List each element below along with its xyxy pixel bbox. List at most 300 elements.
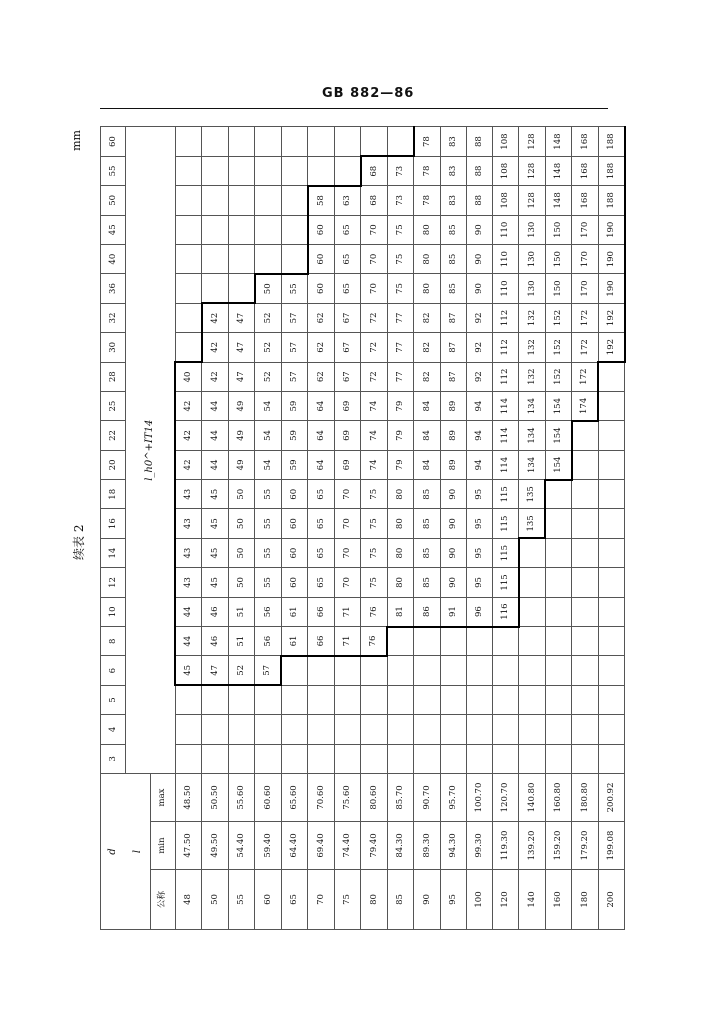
length-value-cell: 54 <box>255 391 282 420</box>
length-value-cell: 72 <box>361 303 388 332</box>
length-value-cell: 90 <box>466 244 492 273</box>
length-value-cell <box>175 303 202 332</box>
length-value-cell: 72 <box>361 362 388 391</box>
length-value-cell: 83 <box>440 186 466 215</box>
d-value-header: 16 <box>101 509 126 538</box>
length-value-cell: 70 <box>334 509 361 538</box>
length-value-cell: 45 <box>202 480 229 509</box>
length-value-cell: 59 <box>281 391 308 420</box>
length-max-cell: 180.80 <box>572 774 599 822</box>
length-value-cell <box>228 156 255 185</box>
table-row <box>281 127 308 930</box>
length-value-cell <box>440 685 466 714</box>
length-value-cell: 87 <box>440 362 466 391</box>
length-value-cell <box>545 568 572 597</box>
length-value-cell: 150 <box>545 244 572 273</box>
length-value-cell: 80 <box>414 244 441 273</box>
length-max-cell: 65.60 <box>281 774 308 822</box>
length-value-cell: 83 <box>440 127 466 156</box>
length-value-cell: 51 <box>228 597 255 626</box>
length-value-cell <box>255 215 282 244</box>
table-row <box>308 127 335 930</box>
length-value-cell: 88 <box>466 186 492 215</box>
length-value-cell: 46 <box>202 597 229 626</box>
length-value-cell: 65 <box>308 509 335 538</box>
length-value-cell <box>281 685 308 714</box>
length-value-cell <box>334 685 361 714</box>
length-value-cell: 174 <box>572 391 599 420</box>
length-value-cell <box>440 656 466 685</box>
length-value-cell <box>492 656 519 685</box>
d-value-header: 40 <box>101 244 126 273</box>
length-max-cell: 200.92 <box>598 774 625 822</box>
length-value-cell <box>466 715 492 744</box>
length-value-cell <box>255 685 282 714</box>
length-value-cell: 55 <box>281 274 308 303</box>
nominal-length-cell: 55 <box>228 870 255 930</box>
length-value-cell: 94 <box>466 450 492 479</box>
length-value-cell: 132 <box>519 333 546 362</box>
length-max-cell: 75.60 <box>334 774 361 822</box>
length-value-cell: 89 <box>440 450 466 479</box>
length-value-cell: 88 <box>466 127 492 156</box>
length-min-cell: 79.40 <box>361 822 388 870</box>
length-value-cell: 92 <box>466 333 492 362</box>
length-value-cell: 45 <box>202 568 229 597</box>
length-value-cell: 82 <box>414 333 441 362</box>
length-value-cell: 90 <box>466 215 492 244</box>
length-value-cell: 172 <box>572 303 599 332</box>
length-value-cell <box>572 450 599 479</box>
length-value-cell: 49 <box>228 421 255 450</box>
length-min-cell: 94.30 <box>440 822 466 870</box>
length-value-cell: 90 <box>440 509 466 538</box>
length-value-cell <box>466 656 492 685</box>
length-value-cell: 42 <box>175 391 202 420</box>
length-value-cell <box>545 597 572 626</box>
d-value-header: 45 <box>101 215 126 244</box>
length-value-cell: 135 <box>519 509 546 538</box>
length-value-cell <box>281 656 308 685</box>
length-value-cell: 150 <box>545 215 572 244</box>
length-max-cell: 60.60 <box>255 774 282 822</box>
length-value-cell: 77 <box>387 333 414 362</box>
length-value-cell: 168 <box>572 127 599 156</box>
length-value-cell <box>598 362 625 391</box>
length-value-cell: 65 <box>308 480 335 509</box>
length-value-cell <box>519 744 546 773</box>
length-value-cell: 73 <box>387 156 414 185</box>
length-value-cell: 168 <box>572 186 599 215</box>
length-value-cell: 84 <box>414 450 441 479</box>
d-value-header: 50 <box>101 186 126 215</box>
length-min-cell: 69.40 <box>308 822 335 870</box>
length-value-cell: 89 <box>440 391 466 420</box>
length-value-cell: 92 <box>466 303 492 332</box>
length-value-cell: 80 <box>414 274 441 303</box>
length-value-cell: 132 <box>519 303 546 332</box>
d-value-header: 14 <box>101 538 126 567</box>
length-value-cell: 148 <box>545 186 572 215</box>
length-value-cell <box>255 244 282 273</box>
length-value-cell <box>202 685 229 714</box>
length-value-cell <box>281 215 308 244</box>
length-value-cell: 68 <box>361 186 388 215</box>
standard-code: GB 882—86 <box>322 86 415 101</box>
length-value-cell <box>572 509 599 538</box>
table-row <box>202 127 229 930</box>
d-value-header: 6 <box>101 656 126 685</box>
length-value-cell: 76 <box>361 627 388 656</box>
length-value-cell: 112 <box>492 362 519 391</box>
length-value-cell: 85 <box>414 509 441 538</box>
table-row <box>255 127 282 930</box>
table-row <box>175 127 202 930</box>
length-max-cell: 50.50 <box>202 774 229 822</box>
length-max-cell: 100.70 <box>466 774 492 822</box>
length-value-cell <box>255 715 282 744</box>
length-value-cell: 73 <box>387 186 414 215</box>
length-value-cell: 170 <box>572 215 599 244</box>
length-value-cell: 108 <box>492 186 519 215</box>
length-value-cell: 90 <box>440 480 466 509</box>
d-header: d <box>101 774 126 930</box>
length-value-cell <box>572 480 599 509</box>
nominal-header: 公称 <box>150 870 175 930</box>
length-value-cell: 49 <box>228 450 255 479</box>
length-value-cell: 154 <box>545 450 572 479</box>
length-value-cell: 85 <box>414 568 441 597</box>
length-value-cell <box>308 685 335 714</box>
length-value-cell: 75 <box>387 274 414 303</box>
length-value-cell: 56 <box>255 627 282 656</box>
length-value-cell <box>545 509 572 538</box>
length-value-cell: 80 <box>387 509 414 538</box>
length-value-cell <box>572 656 599 685</box>
length-value-cell: 71 <box>334 597 361 626</box>
length-value-cell: 54 <box>255 450 282 479</box>
nominal-length-cell: 140 <box>519 870 546 930</box>
length-value-cell <box>202 715 229 744</box>
length-value-cell: 188 <box>598 127 625 156</box>
length-value-cell: 60 <box>281 480 308 509</box>
nominal-length-cell: 90 <box>414 870 441 930</box>
length-value-cell: 86 <box>414 597 441 626</box>
length-value-cell <box>202 274 229 303</box>
length-value-cell <box>281 156 308 185</box>
length-value-cell <box>281 127 308 156</box>
length-value-cell: 67 <box>334 362 361 391</box>
length-value-cell <box>598 656 625 685</box>
length-value-cell <box>228 744 255 773</box>
table-row <box>572 127 599 930</box>
length-value-cell: 40 <box>175 362 202 391</box>
length-value-cell: 43 <box>175 480 202 509</box>
length-value-cell: 108 <box>492 156 519 185</box>
nominal-length-cell: 180 <box>572 870 599 930</box>
length-value-cell <box>361 715 388 744</box>
length-value-cell: 65 <box>334 215 361 244</box>
length-value-cell <box>228 685 255 714</box>
length-value-cell: 130 <box>519 274 546 303</box>
length-value-cell: 65 <box>334 274 361 303</box>
length-value-cell: 70 <box>334 538 361 567</box>
length-value-cell <box>175 685 202 714</box>
length-value-cell <box>492 715 519 744</box>
d-value-header: 10 <box>101 597 126 626</box>
length-value-cell: 55 <box>255 538 282 567</box>
length-value-cell: 95 <box>466 538 492 567</box>
nominal-length-cell: 70 <box>308 870 335 930</box>
length-value-cell <box>281 244 308 273</box>
table-row <box>440 127 466 930</box>
table-row <box>228 127 255 930</box>
length-value-cell: 110 <box>492 274 519 303</box>
length-value-cell <box>361 744 388 773</box>
length-value-cell: 42 <box>202 333 229 362</box>
length-value-cell <box>440 627 466 656</box>
length-value-cell: 66 <box>308 627 335 656</box>
length-value-cell: 74 <box>361 421 388 450</box>
length-value-cell <box>202 156 229 185</box>
length-value-cell: 69 <box>334 391 361 420</box>
length-value-cell: 54 <box>255 421 282 450</box>
length-max-cell: 70.60 <box>308 774 335 822</box>
length-value-cell <box>492 627 519 656</box>
rotated-table-container <box>70 130 616 930</box>
d-value-header: 4 <box>101 715 126 744</box>
length-min-cell: 49.50 <box>202 822 229 870</box>
d-value-header: 55 <box>101 156 126 185</box>
length-value-cell: 47 <box>202 656 229 685</box>
length-value-cell <box>175 215 202 244</box>
length-value-cell <box>598 744 625 773</box>
length-value-cell <box>572 597 599 626</box>
length-value-cell: 79 <box>387 391 414 420</box>
length-value-cell: 85 <box>414 538 441 567</box>
length-value-cell: 134 <box>519 450 546 479</box>
nominal-length-cell: 95 <box>440 870 466 930</box>
length-value-cell: 75 <box>387 215 414 244</box>
length-value-cell: 82 <box>414 303 441 332</box>
length-value-cell: 154 <box>545 421 572 450</box>
length-value-cell <box>175 127 202 156</box>
length-value-cell: 154 <box>545 391 572 420</box>
length-value-cell: 130 <box>519 215 546 244</box>
length-value-cell <box>545 685 572 714</box>
length-value-cell: 190 <box>598 215 625 244</box>
length-value-cell: 52 <box>228 656 255 685</box>
length-value-cell: 94 <box>466 421 492 450</box>
length-value-cell: 66 <box>308 597 335 626</box>
length-value-cell: 60 <box>281 568 308 597</box>
length-value-cell: 50 <box>228 538 255 567</box>
length-value-cell: 70 <box>334 480 361 509</box>
length-value-cell <box>492 685 519 714</box>
length-min-cell: 59.40 <box>255 822 282 870</box>
length-value-cell <box>598 450 625 479</box>
length-value-cell <box>440 744 466 773</box>
length-value-cell: 52 <box>255 303 282 332</box>
d-value-header: 36 <box>101 274 126 303</box>
nominal-length-cell: 60 <box>255 870 282 930</box>
length-value-cell: 91 <box>440 597 466 626</box>
length-max-cell: 160.80 <box>545 774 572 822</box>
d-value-header: 60 <box>101 127 126 156</box>
length-value-cell: 90 <box>440 538 466 567</box>
length-value-cell: 75 <box>387 244 414 273</box>
length-value-cell: 78 <box>414 186 441 215</box>
d-value-header: 22 <box>101 421 126 450</box>
length-value-cell: 60 <box>308 274 335 303</box>
length-value-cell: 45 <box>202 538 229 567</box>
length-value-cell <box>228 274 255 303</box>
length-value-cell: 92 <box>466 362 492 391</box>
length-value-cell: 128 <box>519 156 546 185</box>
length-value-cell <box>414 656 441 685</box>
length-value-cell: 55 <box>255 480 282 509</box>
length-value-cell: 130 <box>519 244 546 273</box>
length-value-cell: 43 <box>175 568 202 597</box>
length-min-cell: 139.20 <box>519 822 546 870</box>
length-value-cell <box>202 215 229 244</box>
length-value-cell: 80 <box>414 215 441 244</box>
length-max-cell: 95.70 <box>440 774 466 822</box>
d-value-header: 20 <box>101 450 126 479</box>
length-value-cell <box>387 715 414 744</box>
min-header: min <box>150 822 175 870</box>
nominal-length-cell: 50 <box>202 870 229 930</box>
max-header: max <box>150 774 175 822</box>
length-max-cell: 55.60 <box>228 774 255 822</box>
length-value-cell <box>228 186 255 215</box>
nominal-length-cell: 100 <box>466 870 492 930</box>
length-value-cell <box>572 421 599 450</box>
length-value-cell <box>598 421 625 450</box>
length-value-cell: 42 <box>202 362 229 391</box>
length-value-cell <box>598 568 625 597</box>
length-value-cell: 83 <box>440 156 466 185</box>
length-value-cell: 70 <box>334 568 361 597</box>
length-value-cell: 190 <box>598 244 625 273</box>
length-value-cell: 64 <box>308 450 335 479</box>
length-value-cell: 115 <box>492 568 519 597</box>
length-value-cell: 64 <box>308 391 335 420</box>
length-value-cell: 55 <box>255 509 282 538</box>
length-value-cell: 96 <box>466 597 492 626</box>
length-value-cell: 61 <box>281 627 308 656</box>
length-value-cell: 192 <box>598 303 625 332</box>
length-value-cell: 74 <box>361 391 388 420</box>
length-value-cell <box>598 480 625 509</box>
length-value-cell: 188 <box>598 186 625 215</box>
length-value-cell <box>387 127 414 156</box>
length-value-cell: 110 <box>492 215 519 244</box>
length-value-cell: 45 <box>175 656 202 685</box>
length-value-cell <box>308 127 335 156</box>
length-value-cell: 51 <box>228 627 255 656</box>
length-value-cell: 79 <box>387 450 414 479</box>
length-value-cell: 44 <box>202 450 229 479</box>
length-value-cell <box>598 509 625 538</box>
length-value-cell: 78 <box>414 156 441 185</box>
length-value-cell: 67 <box>334 333 361 362</box>
length-value-cell: 85 <box>440 274 466 303</box>
length-value-cell: 61 <box>281 597 308 626</box>
length-min-cell: 199.08 <box>598 822 625 870</box>
length-value-cell <box>387 744 414 773</box>
length-value-cell: 188 <box>598 156 625 185</box>
length-min-cell: 119.30 <box>492 822 519 870</box>
length-value-cell: 47 <box>228 333 255 362</box>
length-value-cell: 87 <box>440 333 466 362</box>
length-value-cell: 57 <box>281 362 308 391</box>
d-value-header: 5 <box>101 685 126 714</box>
length-value-cell: 45 <box>202 509 229 538</box>
length-value-cell: 75 <box>361 480 388 509</box>
length-value-cell: 170 <box>572 244 599 273</box>
d-value-header: 25 <box>101 391 126 420</box>
length-value-cell: 152 <box>545 303 572 332</box>
length-value-cell <box>361 656 388 685</box>
d-value-header: 18 <box>101 480 126 509</box>
length-value-cell <box>545 627 572 656</box>
length-value-cell <box>361 127 388 156</box>
length-value-cell: 65 <box>308 568 335 597</box>
length-value-cell: 65 <box>308 538 335 567</box>
length-value-cell: 95 <box>466 480 492 509</box>
length-value-cell: 77 <box>387 362 414 391</box>
length-value-cell <box>255 156 282 185</box>
length-value-cell: 88 <box>466 156 492 185</box>
table-row <box>519 127 546 930</box>
length-value-cell: 58 <box>308 186 335 215</box>
length-value-cell: 77 <box>387 303 414 332</box>
length-value-cell: 95 <box>466 568 492 597</box>
length-value-cell: 148 <box>545 127 572 156</box>
length-value-cell: 150 <box>545 274 572 303</box>
length-value-cell: 60 <box>308 244 335 273</box>
length-value-cell <box>387 627 414 656</box>
length-value-cell: 49 <box>228 391 255 420</box>
length-value-cell <box>572 715 599 744</box>
length-min-cell: 179.20 <box>572 822 599 870</box>
length-value-cell: 56 <box>255 597 282 626</box>
length-value-cell <box>466 627 492 656</box>
length-value-cell: 62 <box>308 303 335 332</box>
length-value-cell <box>308 656 335 685</box>
length-value-cell: 44 <box>202 391 229 420</box>
length-value-cell <box>414 715 441 744</box>
length-max-cell: 80.60 <box>361 774 388 822</box>
header-rule <box>100 108 608 109</box>
length-value-cell: 44 <box>175 597 202 626</box>
length-value-cell: 192 <box>598 333 625 362</box>
unit-label: mm <box>70 130 83 151</box>
length-value-cell: 85 <box>414 480 441 509</box>
length-value-cell: 74 <box>361 450 388 479</box>
length-value-cell: 85 <box>440 215 466 244</box>
length-value-cell: 47 <box>228 362 255 391</box>
length-value-cell: 52 <box>255 333 282 362</box>
table-row <box>334 127 361 930</box>
length-value-cell: 84 <box>414 421 441 450</box>
length-value-cell: 80 <box>387 480 414 509</box>
length-value-cell <box>414 744 441 773</box>
length-value-cell: 75 <box>361 568 388 597</box>
length-value-cell <box>228 244 255 273</box>
length-value-cell: 72 <box>361 333 388 362</box>
